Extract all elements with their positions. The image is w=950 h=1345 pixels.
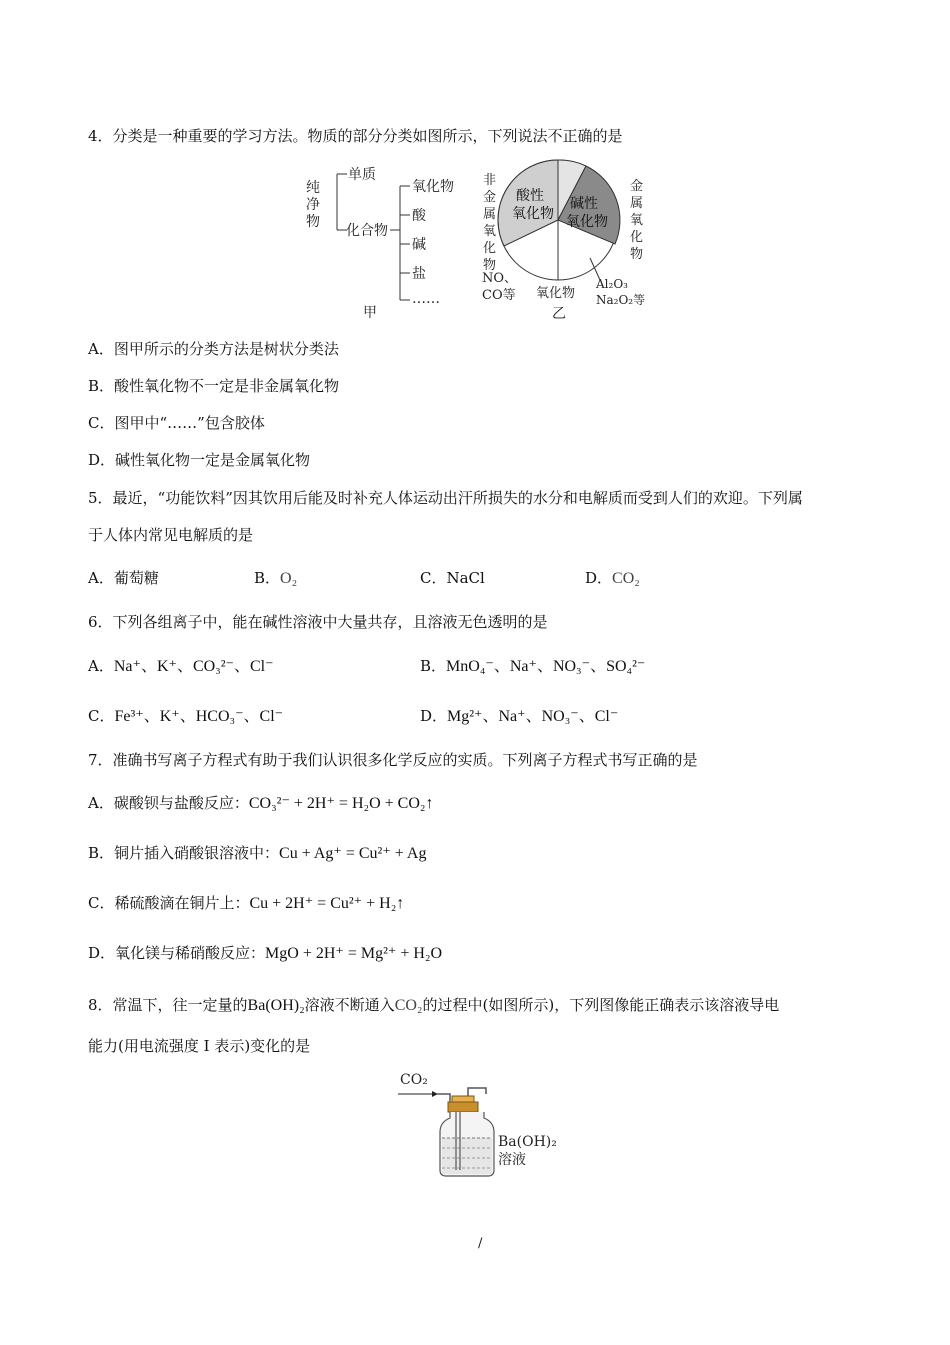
q6-option-a: [88, 656, 274, 677]
q6-option-b-ions: MnO₄⁻、Na⁺、NO₃⁻、SO₄²⁻: [446, 658, 646, 675]
tree-sub-salt: 盐: [412, 266, 426, 282]
q4-option-b: B．酸性氧化物不一定是非金属氧化物: [88, 377, 340, 395]
q6-option-d-label: D．: [420, 707, 448, 725]
q5-option-b-label: B．: [254, 569, 281, 587]
q7-option-c-equation: Cu + 2H⁺ = Cu²⁺ + H₂↑: [249, 895, 405, 912]
tree-root-char3: 物: [306, 214, 320, 230]
figure-yi-caption: 乙: [552, 306, 566, 322]
tree-branch-compound: 化合物: [346, 223, 388, 239]
left-label-5: 化: [483, 241, 497, 256]
tree-caption: 甲: [363, 305, 377, 320]
basic-oxide-label-1: 碱性: [570, 196, 598, 212]
q6-stem: 6．下列各组离子中，能在碱性溶液中大量共存，且溶液无色透明的是: [88, 613, 548, 631]
q6-option-c: [88, 706, 283, 727]
q6-option-a-ions: Na⁺、K⁺、CO₃²⁻、Cl⁻: [113, 658, 274, 675]
q4-stem: 4．分类是一种重要的学习方法。物质的部分分类如图所示，下列说法不正确的是: [88, 127, 623, 145]
q7-option-d-equation: MgO + 2H⁺ = Mg²⁺ + H₂O: [265, 945, 443, 962]
right-label-3: 氧: [630, 213, 644, 228]
right-label-1: 金: [630, 179, 644, 194]
q5-option-d-label: D．: [585, 569, 613, 587]
left-label-2: 金: [483, 190, 497, 205]
acidic-oxide-label-1: 酸性: [516, 188, 544, 204]
bottom-right-1: Al₂O₃: [596, 277, 628, 291]
q6-option-b: [420, 656, 645, 677]
solution-label-2: 溶液: [498, 1152, 526, 1168]
q7-option-a: [88, 793, 433, 814]
q8-stem-formula-co2: CO₂: [394, 997, 423, 1014]
q7-option-a-text: A．碳酸钡与盐酸反应：: [88, 794, 249, 812]
right-label-4: 化: [630, 230, 644, 245]
acidic-oxide-label-2: 氧化物: [512, 206, 554, 222]
q6-option-d: [420, 706, 618, 727]
q8-stem-post: 的过程中(如图所示)，下列图像能正确表示该溶液导电: [422, 996, 780, 1014]
tree-root-char1: 纯: [306, 180, 320, 196]
q6-option-b-label: B．: [420, 657, 447, 675]
left-label-3: 属: [483, 207, 497, 222]
left-label-1: 非: [483, 173, 497, 188]
q7-option-a-equation: CO₃²⁻ + 2H⁺ = H₂O + CO₂↑: [248, 795, 434, 812]
q7-option-d-text: D．氧化镁与稀硝酸反应：: [88, 944, 266, 962]
q5-option-d: [585, 568, 640, 589]
basic-oxide-label-2: 氧化物: [566, 214, 608, 230]
q8-stem-line1: [88, 995, 779, 1016]
q7-option-c-text: C．稀硫酸滴在铜片上：: [88, 894, 250, 912]
q6-option-c-ions: Fe³⁺、K⁺、HCO₃⁻、Cl⁻: [114, 708, 284, 725]
tree-sub-acid: 酸: [412, 208, 426, 224]
bottom-left-2: CO等: [482, 288, 516, 303]
figure-gas-bottle: [390, 1066, 570, 1184]
q8-stem-formula-baoh2: Ba(OH)₂: [247, 997, 305, 1014]
q6-option-c-label: C．: [88, 707, 115, 725]
tree-sub-base: 碱: [412, 237, 426, 253]
q4-option-a: A．图甲所示的分类方法是树状分类法: [88, 340, 339, 358]
page-footer: /: [478, 1236, 483, 1251]
q4-option-c: C．图甲中“……”包含胶体: [88, 414, 265, 432]
gas-label-co2: CO₂: [400, 1072, 428, 1088]
bottom-right-2: Na₂O₂等: [596, 293, 646, 307]
q7-option-b-equation: Cu + Ag⁺ = Cu²⁺ + Ag: [279, 845, 427, 862]
q7-stem: 7．准确书写离子方程式有助于我们认识很多化学反应的实质。下列离子方程式书写正确的是: [88, 751, 698, 769]
q5-option-a: A．葡萄糖: [88, 569, 159, 587]
q7-option-b-text: B．铜片插入硝酸银溶液中：: [88, 844, 280, 862]
left-label-6: 物: [483, 258, 497, 273]
tree-sub-oxide: 氧化物: [412, 179, 454, 195]
q6-option-a-label: A．: [88, 657, 114, 675]
figure-yi-oxide-circle: [478, 158, 658, 323]
q7-option-d: [88, 943, 442, 964]
q5-option-b-formula: O₂: [280, 570, 298, 587]
tree-sub-etc: ……: [412, 291, 440, 307]
right-label-5: 物: [630, 247, 644, 262]
q8-stem-line2: 能力(用电流强度 I 表示)变化的是: [88, 1037, 311, 1055]
q5-option-b: [254, 568, 297, 589]
figure-jia-tree: [300, 160, 470, 320]
tree-branch-element: 单质: [348, 167, 376, 183]
bottom-mid: 氧化物: [536, 286, 576, 301]
q6-option-d-ions: Mg²⁺、Na⁺、NO₃⁻、Cl⁻: [447, 708, 619, 725]
q5-option-c: C．NaCl: [420, 569, 485, 587]
left-label-4: 氧: [483, 224, 497, 239]
right-label-2: 属: [630, 196, 644, 211]
q5-stem-line2: 于人体内常见电解质的是: [88, 526, 254, 544]
q8-stem-pre: 8．常温下，往一定量的: [88, 996, 248, 1014]
q5-option-d-formula: CO₂: [612, 570, 640, 587]
solution-label-1: Ba(OH)₂: [498, 1134, 557, 1150]
q7-option-c: [88, 893, 404, 914]
q8-stem-mid: 溶液不断通入: [304, 996, 395, 1014]
q4-option-d: D．碱性氧化物一定是金属氧化物: [88, 451, 311, 469]
q7-option-b: [88, 843, 426, 864]
q5-stem-line1: 5．最近，“功能饮料”因其饮用后能及时补充人体运动出汗所损失的水分和电解质而受到人们的欢迎。下列属: [88, 489, 803, 507]
bottom-left-1: NO、: [482, 271, 518, 286]
tree-root-char2: 净: [306, 197, 320, 213]
